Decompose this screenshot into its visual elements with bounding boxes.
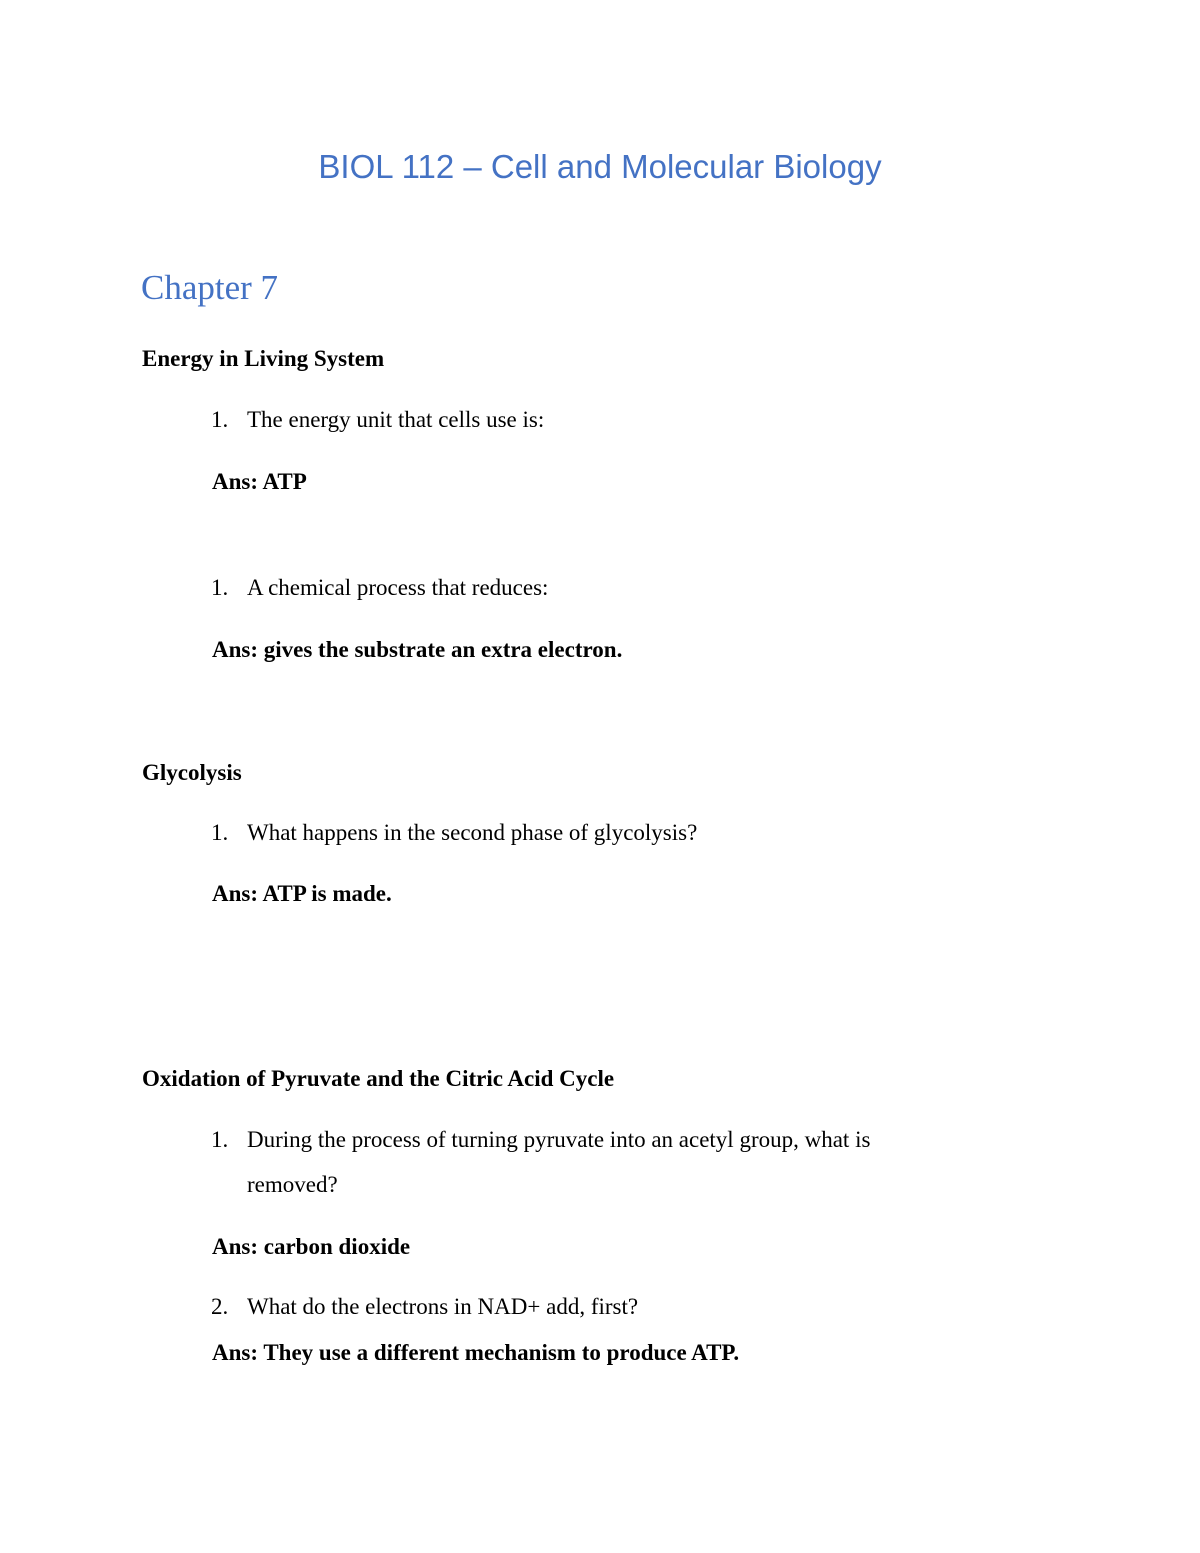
- section-heading-citric-acid: Oxidation of Pyruvate and the Citric Acid Cycle: [142, 1066, 615, 1091]
- question-number: 2.: [211, 1294, 229, 1319]
- document-title: BIOL 112 – Cell and Molecular Biology: [318, 148, 882, 185]
- answer-text: Ans: They use a different mechanism to produce ATP.: [212, 1340, 740, 1365]
- question-number: 1.: [211, 1127, 229, 1152]
- chapter-heading: Chapter 7: [141, 268, 279, 307]
- question-text: What do the electrons in NAD+ add, first?: [247, 1294, 639, 1319]
- question-number: 1.: [211, 575, 229, 600]
- question-text-line-2: removed?: [247, 1172, 338, 1197]
- answer-text: Ans: carbon dioxide: [212, 1234, 411, 1259]
- answer-text: Ans: ATP is made.: [212, 881, 392, 906]
- answer-text: Ans: ATP: [212, 469, 307, 494]
- question-text: The energy unit that cells use is:: [247, 407, 545, 432]
- question-text: A chemical process that reduces:: [247, 575, 549, 600]
- answer-text: Ans: gives the substrate an extra electron.: [212, 637, 623, 662]
- section-heading-glycolysis: Glycolysis: [142, 760, 242, 785]
- question-number: 1.: [211, 407, 229, 432]
- section-heading-energy: Energy in Living System: [142, 346, 385, 371]
- question-number: 1.: [211, 820, 229, 845]
- question-text: What happens in the second phase of glycolysis?: [247, 820, 698, 845]
- question-text-line-1: During the process of turning pyruvate into an acetyl group, what is: [247, 1127, 871, 1152]
